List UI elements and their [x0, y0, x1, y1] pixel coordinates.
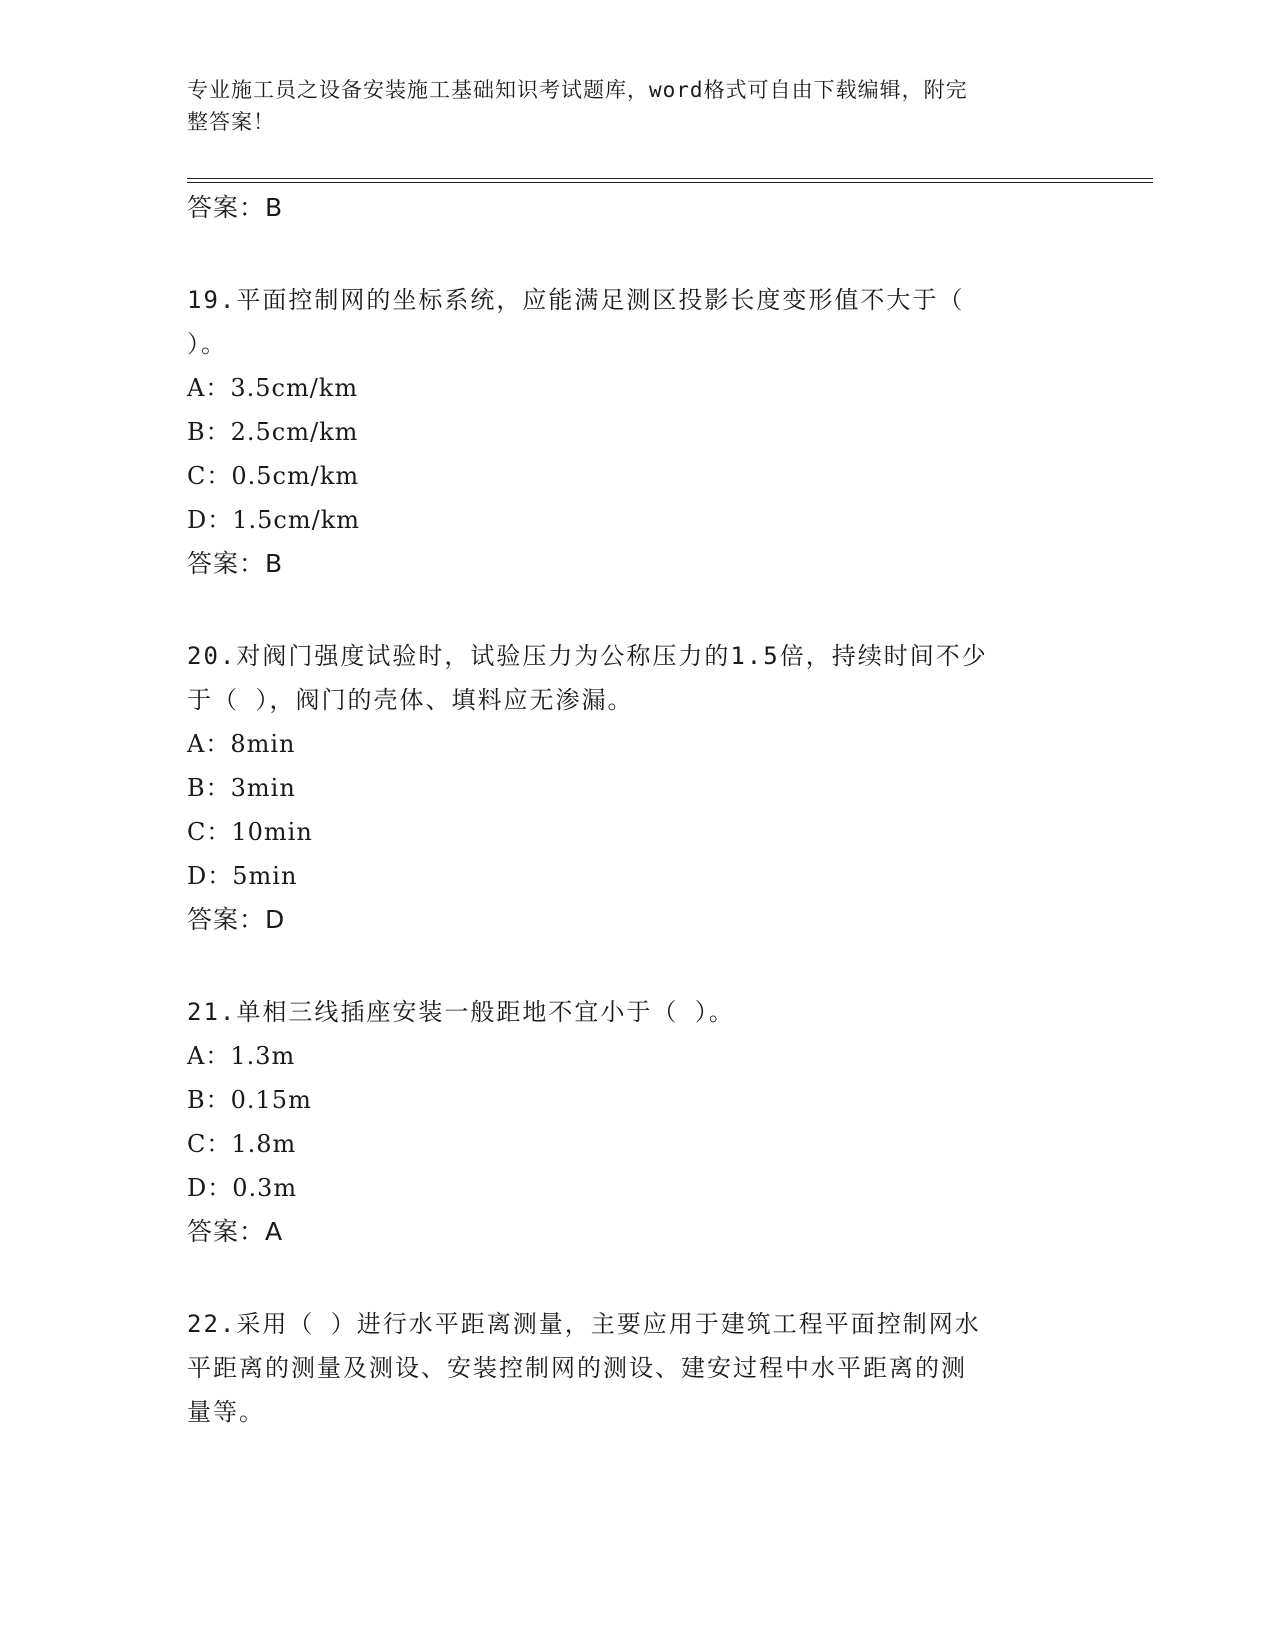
question-20-stem-line-2: 于（ ），阀门的壳体、填料应无渗漏。 — [187, 686, 634, 714]
answer-q21: 答案：A — [187, 1217, 284, 1246]
question-20-stem-line-1: 20.对阀门强度试验时，试验压力为公称压力的1.5倍，持续时间不少 — [187, 642, 988, 670]
question-22-stem-line-2: 平距离的测量及测设、安装控制网的测设、建安过程中水平距离的测 — [187, 1354, 967, 1382]
question-19-stem-line-1: 19.平面控制网的坐标系统，应能满足测区投影长度变形值不大于（ — [187, 286, 965, 314]
question-20-option-c: C：10min — [187, 818, 313, 846]
answer-q19: 答案：B — [187, 549, 284, 578]
question-19-option-a: A：3.5cm/km — [187, 374, 359, 402]
question-20-option-b: B：3min — [187, 774, 296, 802]
answer-q20: 答案：D — [187, 905, 286, 934]
question-19-option-c: C：0.5cm/km — [187, 462, 360, 490]
document-header — [187, 74, 1067, 138]
header-line-2: 整答案！ — [187, 110, 275, 134]
question-19-stem-line-2: ）。 — [187, 330, 227, 358]
question-21-stem-line-1: 21.单相三线插座安装一般距地不宜小于（ ）。 — [187, 998, 735, 1026]
question-22-stem-line-3: 量等。 — [187, 1398, 265, 1426]
question-22-stem-line-1: 22.采用（ ）进行水平距离测量，主要应用于建筑工程平面控制网水 — [187, 1310, 981, 1338]
question-19-option-d: D：1.5cm/km — [187, 506, 360, 534]
answer-q18: 答案：B — [187, 193, 284, 222]
question-21-option-b: B：0.15m — [187, 1086, 312, 1114]
question-21-option-a: A：1.3m — [187, 1042, 296, 1070]
question-21-option-c: C：1.8m — [187, 1130, 297, 1158]
header-line-1: 专业施工员之设备安装施工基础知识考试题库，word格式可自由下载编辑，附完 — [187, 78, 968, 102]
question-20-option-d: D：5min — [187, 862, 298, 890]
question-19-option-b: B：2.5cm/km — [187, 418, 359, 446]
header-divider-bottom — [187, 182, 1153, 183]
question-21-option-d: D：0.3m — [187, 1174, 298, 1202]
question-20-option-a: A：8min — [187, 730, 296, 758]
header-divider-top — [187, 178, 1153, 179]
